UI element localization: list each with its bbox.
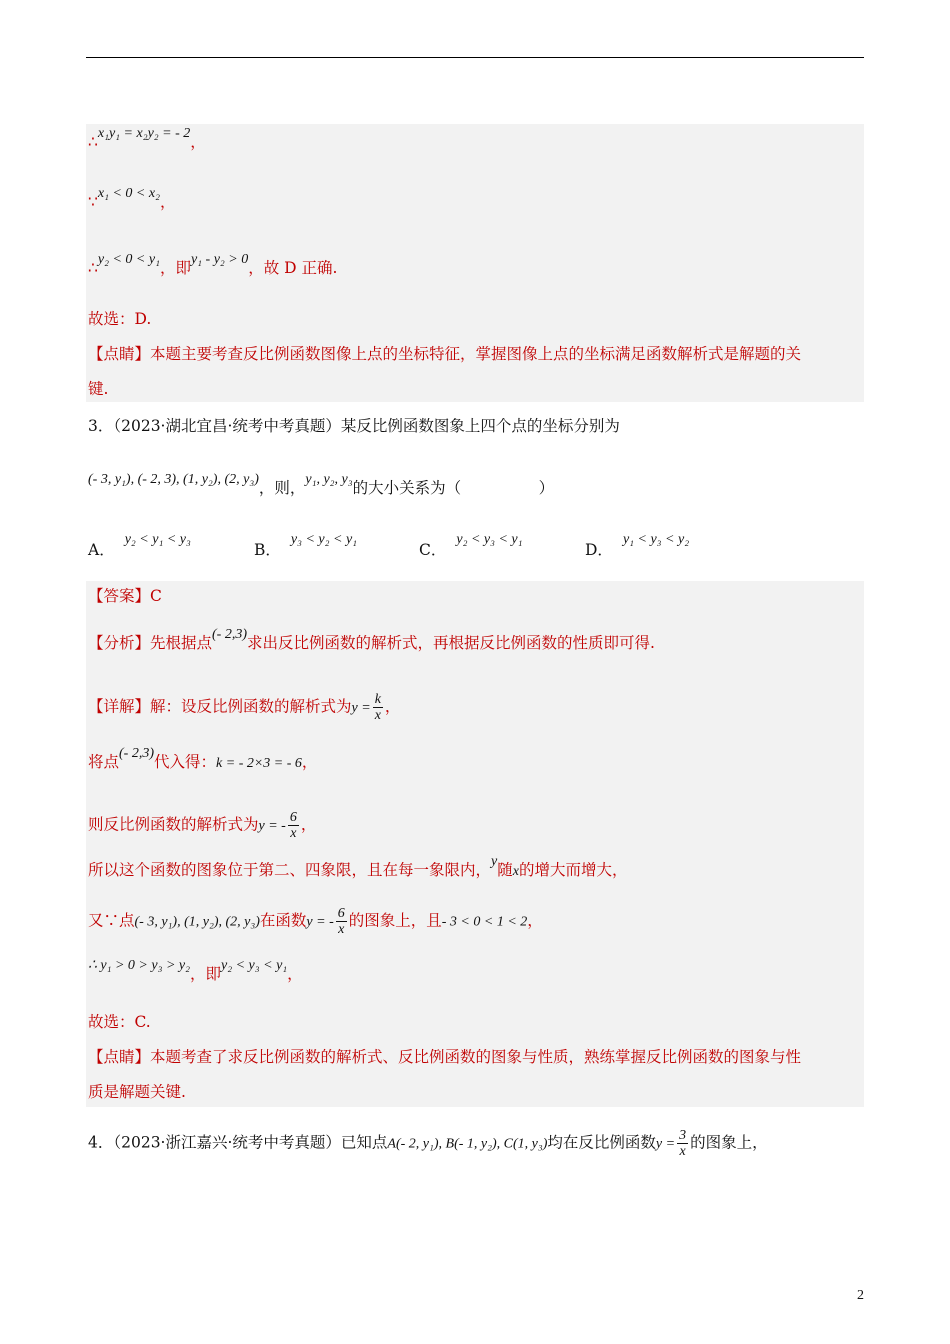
fraction: $\frac{6}{x}$ (337, 906, 345, 937)
formula: (- 3, y₁), (1, y₂), (2, y₃) (134, 914, 260, 930)
q3-option-d[interactable]: D．y₁ < y₃ < y₂ (585, 532, 690, 559)
q3-also: 又∵点(- 3, y₁), (1, y₂), (2, y₃)在函数y = - $\frac{6}{x}$ 的图象上，且- 3 < 0 < 1 < 2， (88, 906, 543, 937)
formula: y₂ < y₃ < y₁ (221, 958, 288, 973)
formula: - 3 < 0 < 1 < 2 (441, 914, 528, 930)
formula: (- 2,3) (119, 746, 155, 761)
prev-comment-line-1: 【点睛】本题主要考查反比例函数图像上点的坐标特征，掌握图像上点的坐标满足函数解析式是解题的关 (88, 345, 802, 363)
q4-stem: 4．（2023·浙江嘉兴·统考中考真题）已知点A(- 2, y₁), B(- 1, y₂), C(1, y₃)均在反比例函数y = $\frac{3}{x}$ 的图象上， (88, 1128, 768, 1159)
q3-option-b[interactable]: B．y₃ < y₂ < y₁ (254, 532, 358, 559)
formula: y₁, y₂, y₃ (305, 472, 353, 487)
q3-stem-line-1: 3．（2023·湖北宜昌·统考中考真题）某反比例函数图象上四个点的坐标分别为 (88, 417, 620, 435)
formula: A(- 2, y₁), B(- 1, y₂), C(1, y₃) (387, 1136, 548, 1152)
q3-selection: 故选：C. (88, 1013, 151, 1031)
prev-line-3: ∴y₂ < 0 < y₁，即y₁ - y₂ > 0，故 D 正确. (88, 252, 338, 277)
q3-stem-line-2: (- 3, y₁), (- 2, 3), (1, y₂), (2, y₃)，则，y₁, y₂, y₃的大小关系为（ ） (88, 472, 555, 497)
q3-option-c[interactable]: C．y₂ < y₃ < y₁ (419, 532, 523, 559)
formula: y₁ - y₂ > 0 (190, 252, 249, 267)
formula: k = - 2×3 = - 6 (216, 756, 302, 771)
formula: y₂ < 0 < y₁ (97, 252, 160, 267)
formula: (- 2,3) (212, 627, 248, 642)
q3-option-a[interactable]: A．y₂ < y₁ < y₃ (88, 532, 191, 559)
prev-line-1: ∴x₁y₁ = x₂y₂ = - 2， (88, 126, 206, 151)
q3-substitution: 将点(- 2,3)代入得：k = - 2×3 = - 6， (88, 746, 318, 771)
q3-analysis: 【分析】先根据点(- 2,3)求出反比例函数的解析式，再根据反比例函数的性质即可得. (88, 627, 655, 652)
fraction: $\frac{k}{x}$ (374, 692, 381, 723)
formula: x₁y₁ = x₂y₂ = - 2 (97, 126, 191, 141)
formula: (- 3, y₁), (- 2, 3), (1, y₂), (2, y₃) (88, 472, 259, 487)
q3-solution-panel (86, 581, 864, 1107)
q3-comment-line-1: 【点睛】本题考查了求反比例函数的解析式、反比例函数的图象与性质，熟练掌握反比例函数的图象与性 (88, 1048, 802, 1066)
fraction: $\frac{3}{x}$ (679, 1128, 687, 1159)
prev-comment-line-2: 键. (88, 380, 109, 398)
q3-comment-line-2: 质是解题关键. (88, 1083, 186, 1101)
fraction: $\frac{6}{x}$ (289, 810, 297, 841)
prev-line-2: ∵x₁ < 0 < x₂， (88, 186, 176, 211)
formula: ∴ y₁ > 0 > y₃ > y₂ (88, 958, 190, 973)
formula: y₃ < y₂ < y₁ (290, 532, 358, 547)
formula: y₂ < y₃ < y₁ (456, 532, 523, 547)
page-number: 2 (857, 1288, 864, 1303)
header-rule (86, 57, 864, 58)
formula: y₁ < y₃ < y₂ (622, 532, 690, 547)
q3-conclusion: ∴ y₁ > 0 > y₃ > y₂，即y₂ < y₃ < y₁， (88, 958, 303, 983)
formula: x₁ < 0 < x₂ (97, 186, 160, 201)
q3-answer: 【答案】C (88, 587, 162, 605)
q3-quadrant: 所以这个函数的图象位于第二、四象限，且在每一象限内，y随x的增大而增大， (88, 854, 628, 879)
prev-selection: 故选：D. (88, 310, 152, 328)
q3-result: 则反比例函数的解析式为y = - $\frac{6}{x}$ ， (88, 810, 317, 841)
formula: y₂ < y₁ < y₃ (124, 532, 191, 547)
q3-detail: 【详解】解：设反比例函数的解析式为y = $\frac{k}{x}$ ， (88, 692, 401, 723)
